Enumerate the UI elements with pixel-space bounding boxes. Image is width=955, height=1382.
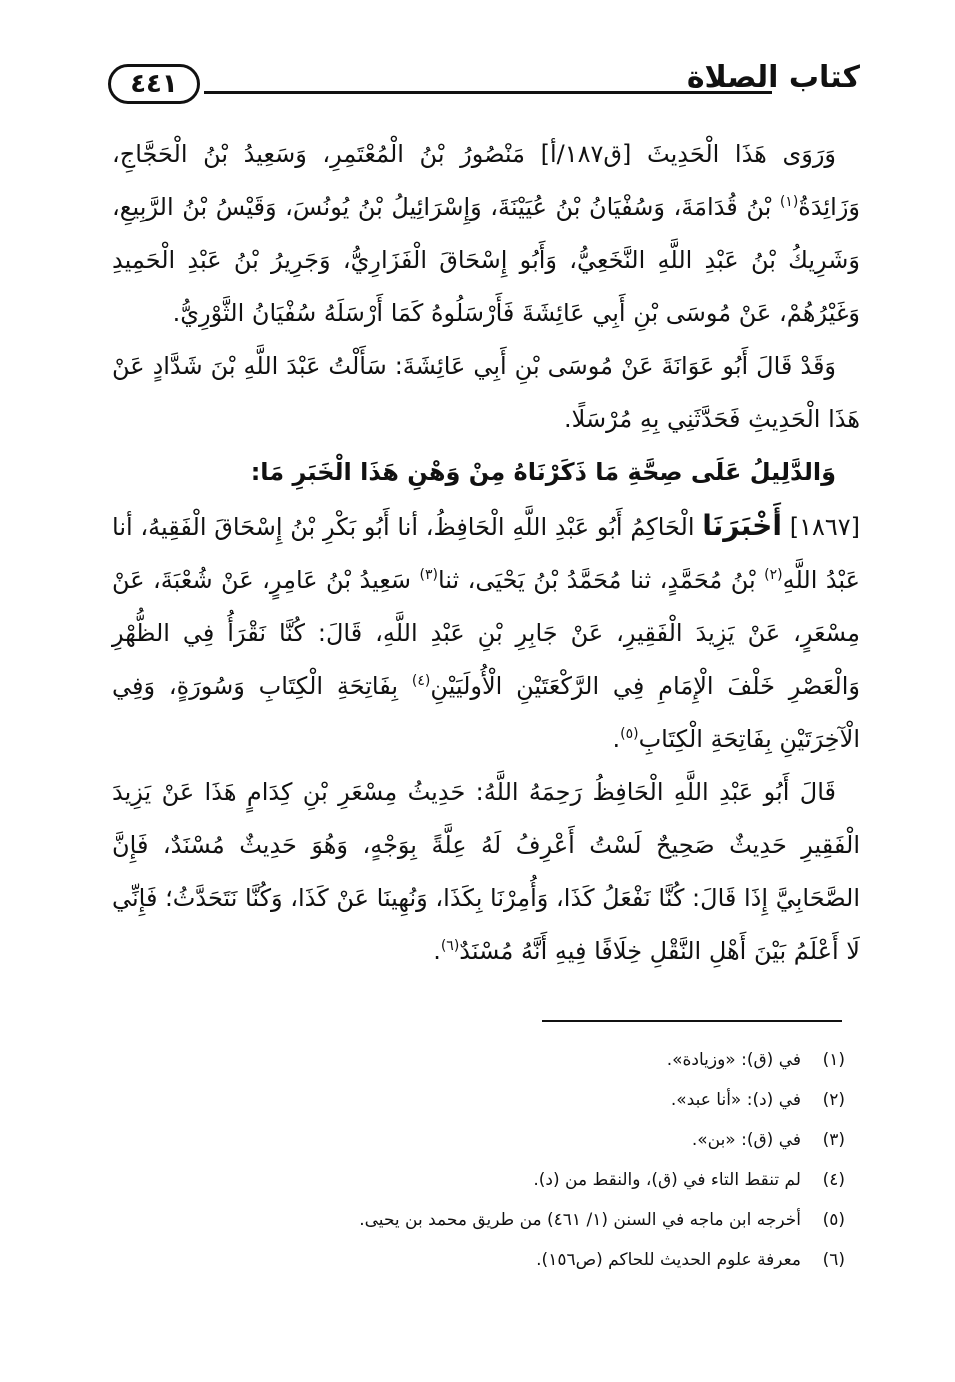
footnote-text: لم تنقط التاء في (ق)، والنقط من (د). (533, 1170, 801, 1190)
footnote-ref: (٤) (411, 673, 431, 689)
footnote-text: في (ق): «بن». (691, 1130, 801, 1150)
footnote-item (145, 1080, 845, 1120)
footnote-number: (٦) (822, 1250, 845, 1270)
footnote-number: (٤) (822, 1170, 845, 1190)
hadith-text: الْحَاكِمُ أَبُو عَبْدِ اللَّهِ الْحَافِظُ، أنا أَبُو بَكْرِ بْنُ إِسْحَاقَ الْفَقِيهُ، أنا عَبْدُ اللَّهِ (112, 513, 860, 594)
footnote-ref: (٣) (419, 567, 438, 583)
paragraph-text: قَالَ أَبُو عَبْدِ اللَّهِ الْحَافِظُ رَحِمَهُ اللَّهُ: حَدِيثُ مِسْعَرِ بْنِ كِدَامٍ هَذَا عَنْ يَزِيدَ الْفَقِيرِ حَدِيثٌ صَحِيحٌ لَسْتُ أَعْرِفُ لَهُ عِلَّةً بِوَجْهٍ، وَهُوَ حَدِيثٌ مُسْنَدٌ، فَإِنَّ الصَّحَابِيَّ إِذَا قَالَ: كُنَّا نَفْعَلُ كَذَا، وَأُمِرْنَا بِكَذَا، وَنُهِينَا عَنْ كَذَا، وَكُنَّا نَتَحَدَّثُ؛ فَإِنِّي لَا أَعْلَمُ بَيْنَ أَهْلِ النَّقْلِ خِلَافًا فِيهِ أَنَّهُ مُسْنَدٌ (112, 778, 860, 965)
paragraph-text: بْنُ قُدَامَةَ، وَسُفْيَانُ بْنُ عُيَيْنَةَ، وَإِسْرَائِيلُ بْنُ يُونُسَ، وَقَيْسُ بْنُ الرَّبِيعِ، وَشَرِيكُ بْنُ عَبْدِ اللَّهِ النَّخَعِيُّ، وَأَبُو إِسْحَاقَ الْفَزَارِيُّ، وَجَرِيرُ بْنُ عَبْدِ الْحَمِيدِ وَغَيْرُهُمْ، عَنْ مُوسَى بْنِ أَبِي عَائِشَةَ فَأَرْسَلُوهُ كَمَا أَرْسَلَهُ سُفْيَانُ الثَّوْرِيُّ. (112, 193, 860, 327)
footnote-ref: (٥) (620, 726, 639, 742)
footnote-number: (٥) (822, 1210, 845, 1230)
paragraph-narrators (112, 128, 860, 340)
hadith-1867 (112, 499, 860, 766)
running-title: كتاب الصلاة (686, 60, 860, 95)
footnote-item (145, 1160, 845, 1200)
footnote-item (145, 1040, 845, 1080)
akhbarana-word: أَخْبَرَنَا (702, 509, 782, 542)
paragraph-text: وَرَوَى هَذَا الْحَدِيثَ [ق١٨٧/أ] مَنْصُورُ بْنُ الْمُعْتَمِرِ، وَسَعِيدُ بْنُ الْحَجَّاجِ، وَزَائِدَةُ (112, 140, 860, 221)
footnote-text: في (ق): «وزيادة». (666, 1050, 801, 1070)
hadith-text: سَعِيدُ بْنُ عَامِرٍ، عَنْ شُعْبَةَ، عَنْ مِسْعَرٍ، عَنْ يَزِيدَ الْفَقِيرِ، عَنْ جَابِرِ بْنِ عَبْدِ اللَّهِ، قَالَ: كُنَّا نَقْرَأُ فِي الظُّهْرِ وَالْعَصْرِ خَلْفَ الْإِمَامِ فِي الرَّكْعَتَيْنِ الْأُولَيَيْنِ (112, 566, 860, 700)
footnote-ref: (٢) (764, 567, 783, 583)
paragraph-hakim-comment (112, 766, 860, 978)
paragraph-abu-awana: وَقَدْ قَالَ أَبُو عَوَانَةَ عَنْ مُوسَى بْنِ أَبِي عَائِشَةَ: سَأَلْتُ عَبْدَ اللَّهِ بْنَ شَدَّادٍ عَنْ هَذَا الْحَدِيثِ فَحَدَّثَنِي بِهِ مُرْسَلًا. (112, 352, 860, 433)
footnote-item (145, 1120, 845, 1160)
footnote-number: (١) (822, 1050, 845, 1070)
footnote-number: (٣) (822, 1130, 845, 1150)
footnote-separator (542, 1020, 842, 1022)
footnotes (145, 1040, 845, 1280)
hadith-text: . (612, 725, 621, 753)
page-header (108, 58, 860, 118)
hadith-number: [١٨٦٧] (789, 513, 860, 541)
hadith-text: بْنُ مُحَمَّدٍ، ثنا مُحَمَّدُ بْنُ يَحْيَى، ثنا (437, 566, 765, 594)
footnote-ref: (١) (779, 194, 799, 210)
footnote-text: في (د): «أنا عبد». (670, 1090, 801, 1110)
footnote-item (145, 1200, 845, 1240)
page-number: ٤٤١ (108, 64, 200, 104)
footnote-text: أخرجه ابن ماجه في السنن (١/ ٤٦١) من طريق محمد بن يحيى. (359, 1210, 801, 1230)
hadith-text: بِفَاتِحَةِ الْكِتَابِ وَسُورَةٍ، وَفِي الْآخِرَتَيْنِ بِفَاتِحَةِ الْكِتَابِ (112, 672, 860, 753)
footnote-item (145, 1240, 845, 1280)
main-text (112, 128, 860, 978)
footnote-ref: (٦) (440, 938, 460, 954)
paragraph-text: . (433, 937, 441, 965)
footnote-text: معرفة علوم الحديث للحاكم (ص١٥٦). (536, 1250, 801, 1270)
section-heading: وَالدَّلِيلُ عَلَى صِحَّةِ مَا ذَكَرْنَاهُ مِنْ وَهْنِ هَذَا الْخَبَرِ مَا: (250, 458, 836, 486)
footnote-number: (٢) (822, 1090, 845, 1110)
